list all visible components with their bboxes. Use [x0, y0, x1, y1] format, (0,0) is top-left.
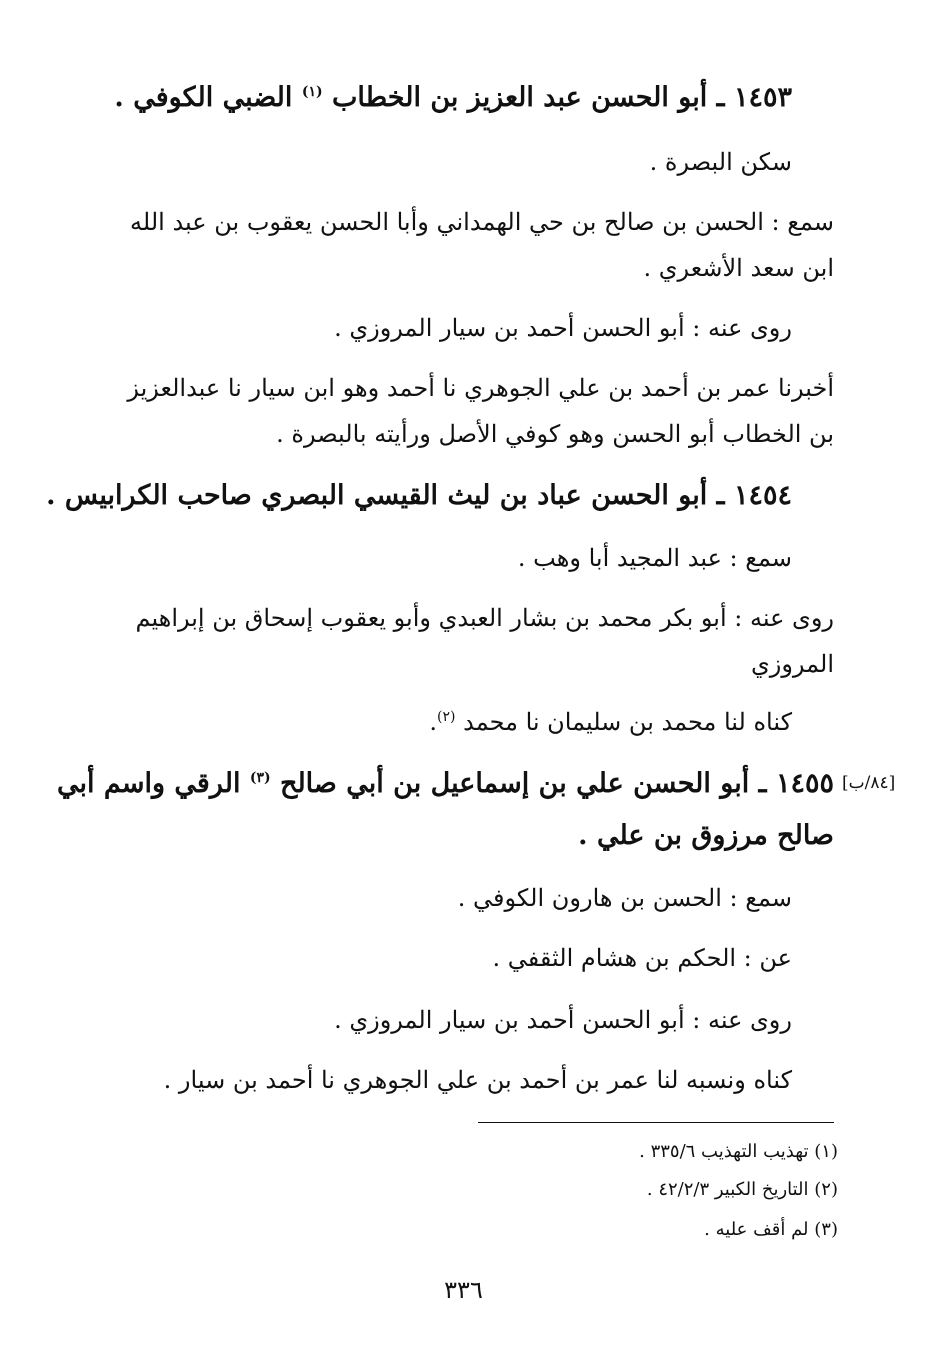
- entry-1455-line-3: روى عنه : أبو الحسن أحمد بن سيار المروزي .: [334, 1006, 792, 1034]
- entry-1455-heading-line-1: [56, 764, 834, 804]
- footnote-3: (٣) لم أقف عليه .: [704, 1219, 838, 1240]
- entry-1455-line-4: كناه ونسبه لنا عمر بن أحمد بن علي الجوهري نا أحمد بن سيار .: [163, 1066, 792, 1094]
- entry-1453-line-3: ابن سعد الأشعري .: [643, 254, 834, 282]
- footnote-ref-2[interactable]: (٢): [437, 709, 456, 725]
- entry-1454-line-2: روى عنه : أبو بكر محمد بن بشار العبدي وأبو يعقوب إسحاق بن إبراهيم: [135, 604, 834, 632]
- entry-1454-line-4-text: كناه لنا محمد بن سليمان نا محمد: [455, 708, 792, 736]
- entry-1453-line-2: سمع : الحسن بن صالح بن حي الهمداني وأبا الحسن يعقوب بن عبد الله: [130, 208, 834, 236]
- entry-1455-heading-text-end: الرقي واسم أبي: [56, 768, 250, 799]
- entry-1453-heading-text-end: الضبي الكوفي .: [114, 82, 302, 113]
- entry-1453-line-6: بن الخطاب أبو الحسن وهو كوفي الأصل ورأيته بالبصرة .: [276, 420, 834, 448]
- entry-1454-heading: ١٤٥٤ ـ أبو الحسن عباد بن ليث القيسي البصري صاحب الكرابيس .: [46, 480, 792, 511]
- entry-1454-line-3: المروزي: [750, 650, 834, 678]
- footnote-ref-3[interactable]: (٣): [249, 770, 271, 786]
- page-number: ٣٣٦: [444, 1276, 483, 1304]
- entry-1453-line-1: سكن البصرة .: [649, 148, 792, 176]
- entry-1454-line-1: سمع : عبد المجيد أبا وهب .: [517, 544, 792, 572]
- manuscript-folio-marker: [٨٤/ب]: [842, 773, 896, 793]
- entry-1455-line-2: عن : الحكم بن هشام الثقفي .: [492, 944, 792, 972]
- footnote-ref-1[interactable]: (١): [301, 84, 323, 100]
- footnote-2: (٢) التاريخ الكبير ٤٢/٢/٣ .: [646, 1179, 838, 1200]
- entry-1453-heading: [88, 78, 792, 118]
- entry-1455-line-1: سمع : الحسن بن هارون الكوفي .: [457, 884, 792, 912]
- entry-1453-line-5: أخبرنا عمر بن أحمد بن علي الجوهري نا أحمد وهو ابن سيار نا عبدالعزيز: [127, 374, 834, 402]
- entry-1455-heading-line-2: صالح مرزوق بن علي .: [578, 820, 834, 851]
- entry-1454-line-4: [88, 702, 792, 742]
- footnote-divider: [478, 1122, 834, 1123]
- footnote-1: (١) تهذيب التهذيب ٣٣٥/٦ .: [639, 1141, 838, 1162]
- entry-1453-heading-text: ١٤٥٣ ـ أبو الحسن عبد العزيز بن الخطاب: [322, 82, 792, 113]
- entry-1453-line-4: روى عنه : أبو الحسن أحمد بن سيار المروزي .: [334, 314, 792, 342]
- entry-1455-heading-text: ١٤٥٥ ـ أبو الحسن علي بن إسماعيل بن أبي صالح: [270, 768, 834, 799]
- entry-1454-line-4-end: .: [429, 708, 438, 736]
